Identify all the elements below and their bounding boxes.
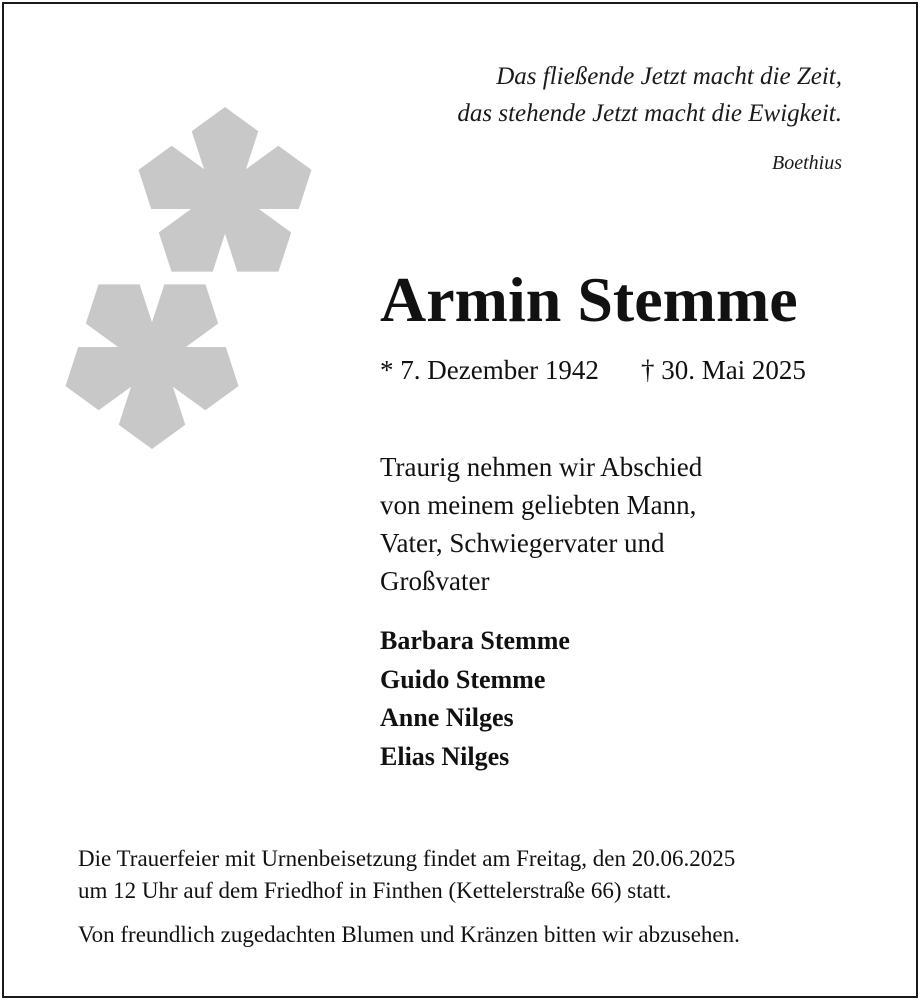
farewell-line: Traurig nehmen wir Abschied — [380, 452, 703, 482]
pentagon-petal-icon — [119, 386, 186, 449]
pentagon-petal-icon — [245, 146, 312, 209]
funeral-notice — [78, 843, 740, 951]
notice-line: um 12 Uhr auf dem Friedhof in Finthen (Kettelerstraße 66) statt. — [78, 878, 672, 903]
quote-line: Das fließende Jetzt macht die Zeit, — [496, 63, 842, 90]
notice-line: Die Trauerfeier mit Urnenbeisetzung findet am Freitag, den 20.06.2025 — [78, 846, 736, 871]
life-dates — [380, 352, 806, 388]
mourners-list — [380, 622, 570, 776]
farewell-line: Vater, Schwiegervater und — [380, 528, 665, 558]
mourner-name: Guido Stemme — [380, 664, 546, 694]
farewell-line: Großvater — [380, 566, 490, 596]
pentagon-flower-icon — [40, 88, 340, 468]
farewell-line: von meinem geliebten Mann, — [380, 490, 697, 520]
pentagon-petal-icon — [66, 347, 133, 410]
mourner-name: Anne Nilges — [380, 703, 514, 732]
mourner-name: Elias Nilges — [380, 741, 510, 771]
flowers-request: Von freundlich zugedachten Blumen und Kränzen bitten wir abzusehen. — [78, 922, 740, 947]
pentagon-petal-icon — [172, 347, 239, 410]
birth-date: * 7. Dezember 1942 — [380, 355, 599, 385]
quote — [457, 58, 842, 132]
quote-line: das stehende Jetzt macht die Ewigkeit. — [457, 100, 842, 127]
quote-author: Boethius — [772, 152, 842, 174]
farewell-text — [380, 448, 702, 600]
pentagon-petal-icon — [192, 107, 259, 170]
deceased-name: Armin Stemme — [380, 264, 798, 335]
mourner-name: Barbara Stemme — [380, 626, 570, 655]
pentagon-petal-icon — [139, 146, 206, 209]
death-date: † 30. Mai 2025 — [640, 355, 806, 385]
